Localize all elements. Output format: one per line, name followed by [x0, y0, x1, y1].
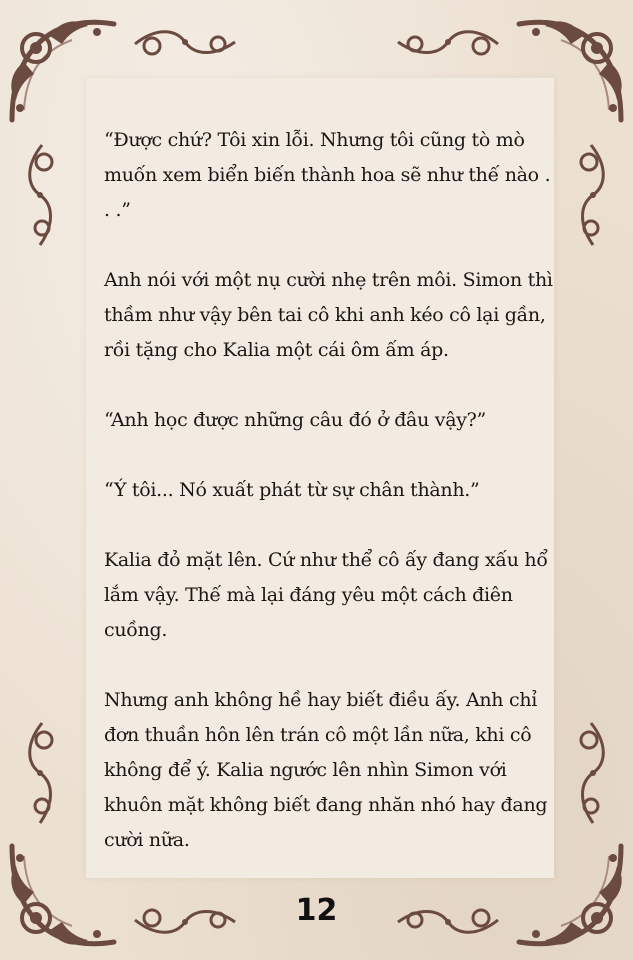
- paragraph: Anh nói với một nụ cười nhẹ trên môi. Simon thì thầm như vậy bên tai cô khi anh kéo cô lại gần, rồi tặng cho Kalia một cái ôm ấm áp.: [104, 269, 553, 361]
- scroll-ornament-left-upper: [22, 140, 62, 250]
- paragraph: “Anh học được những câu đó ở đâu vậy?”: [104, 409, 486, 431]
- page-number: 12: [295, 893, 338, 928]
- paragraph: “Ý tôi... Nó xuất phát từ sự chân thành.”: [104, 479, 480, 501]
- paragraph: Nhưng anh không hề hay biết điều ấy. Anh chỉ đơn thuần hôn lên trán cô một lần nữa, khi cô không để ý. Kalia ngước lên nhìn Simon với khuôn mặt không biết đang nhăn nhó hay đang cười nữa.: [104, 689, 548, 851]
- scroll-ornament-left-lower: [22, 718, 62, 828]
- scroll-ornament-right-upper: [571, 140, 611, 250]
- paragraph: Kalia đỏ mặt lên. Cứ như thể cô ấy đang xấu hổ lắm vậy. Thế mà lại đáng yêu một cách điên cuồng.: [104, 549, 548, 641]
- scroll-ornament-right-lower: [571, 718, 611, 828]
- story-text: [104, 123, 554, 893]
- paragraph: “Được chứ? Tôi xin lỗi. Nhưng tôi cũng tò mò muốn xem biển biến thành hoa sẽ như thế nào . . .”: [104, 129, 551, 221]
- scroll-ornament-top-right: [393, 24, 503, 64]
- scroll-ornament-top-left: [130, 24, 240, 64]
